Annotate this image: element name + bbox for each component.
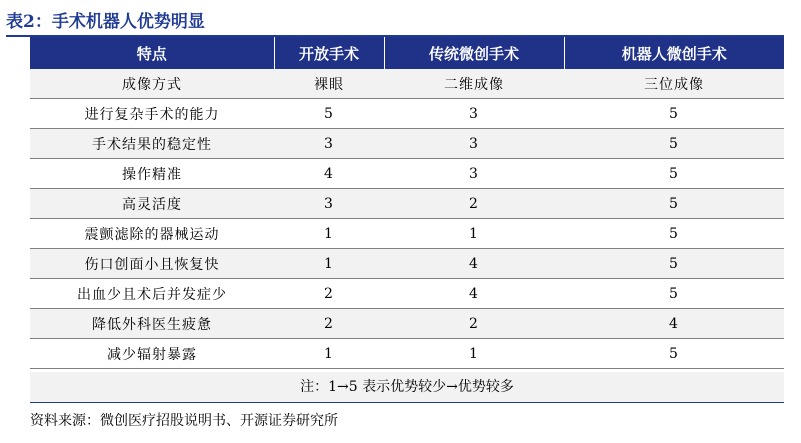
open-cell: 2 [274,309,384,339]
open-cell: 3 [274,129,384,159]
table-row [30,249,784,279]
feature-cell: 出血少且术后并发症少 [30,279,274,309]
traditional-cell: 2 [384,309,564,339]
table-row [30,189,784,219]
table-row [30,159,784,189]
source-citation: 资料来源：微创医疗招股说明书、开源证券研究所 [30,413,338,429]
traditional-cell: 2 [384,189,564,219]
open-cell: 4 [274,159,384,189]
traditional-cell: 1 [384,219,564,249]
feature-cell: 降低外科医生疲惫 [30,309,274,339]
table-row [30,99,784,129]
table-row [30,279,784,309]
robotic-cell: 5 [564,159,784,189]
traditional-cell: 3 [384,129,564,159]
traditional-cell: 3 [384,159,564,189]
table-row [30,339,784,369]
traditional-cell: 1 [384,339,564,369]
robotic-cell: 4 [564,309,784,339]
table-row [30,69,784,99]
robotic-cell: 5 [564,129,784,159]
feature-cell: 手术结果的稳定性 [30,129,274,159]
feature-cell: 震颤滤除的器械运动 [30,219,274,249]
robotic-cell: 5 [564,279,784,309]
traditional-cell: 二维成像 [384,69,564,99]
header-open-surgery: 开放手术 [274,37,384,69]
open-cell: 5 [274,99,384,129]
open-cell: 1 [274,339,384,369]
traditional-cell: 4 [384,279,564,309]
open-cell: 裸眼 [274,69,384,99]
open-cell: 1 [274,249,384,279]
feature-cell: 操作精准 [30,159,274,189]
table-title: 表2：手术机器人优势明显 [6,12,205,32]
traditional-cell: 4 [384,249,564,279]
table-note: 注：1→5 表示优势较少→优势较多 [30,372,784,403]
open-cell: 2 [274,279,384,309]
robotic-cell: 5 [564,219,784,249]
header-robotic-mis: 机器人微创手术 [564,37,784,69]
table-row [30,309,784,339]
feature-cell: 成像方式 [30,69,274,99]
robotic-cell: 三位成像 [564,69,784,99]
feature-cell: 减少辐射暴露 [30,339,274,369]
feature-cell: 伤口创面小且恢复快 [30,249,274,279]
feature-cell: 高灵活度 [30,189,274,219]
robotic-cell: 5 [564,339,784,369]
traditional-cell: 3 [384,99,564,129]
robotic-cell: 5 [564,189,784,219]
feature-cell: 进行复杂手术的能力 [30,99,274,129]
open-cell: 3 [274,189,384,219]
open-cell: 1 [274,219,384,249]
robotic-cell: 5 [564,99,784,129]
table-row [30,219,784,249]
robotic-cell: 5 [564,249,784,279]
comparison-table [30,37,784,369]
header-row [30,37,784,69]
header-feature: 特点 [30,37,274,69]
header-traditional-mis: 传统微创手术 [384,37,564,69]
table-row [30,129,784,159]
